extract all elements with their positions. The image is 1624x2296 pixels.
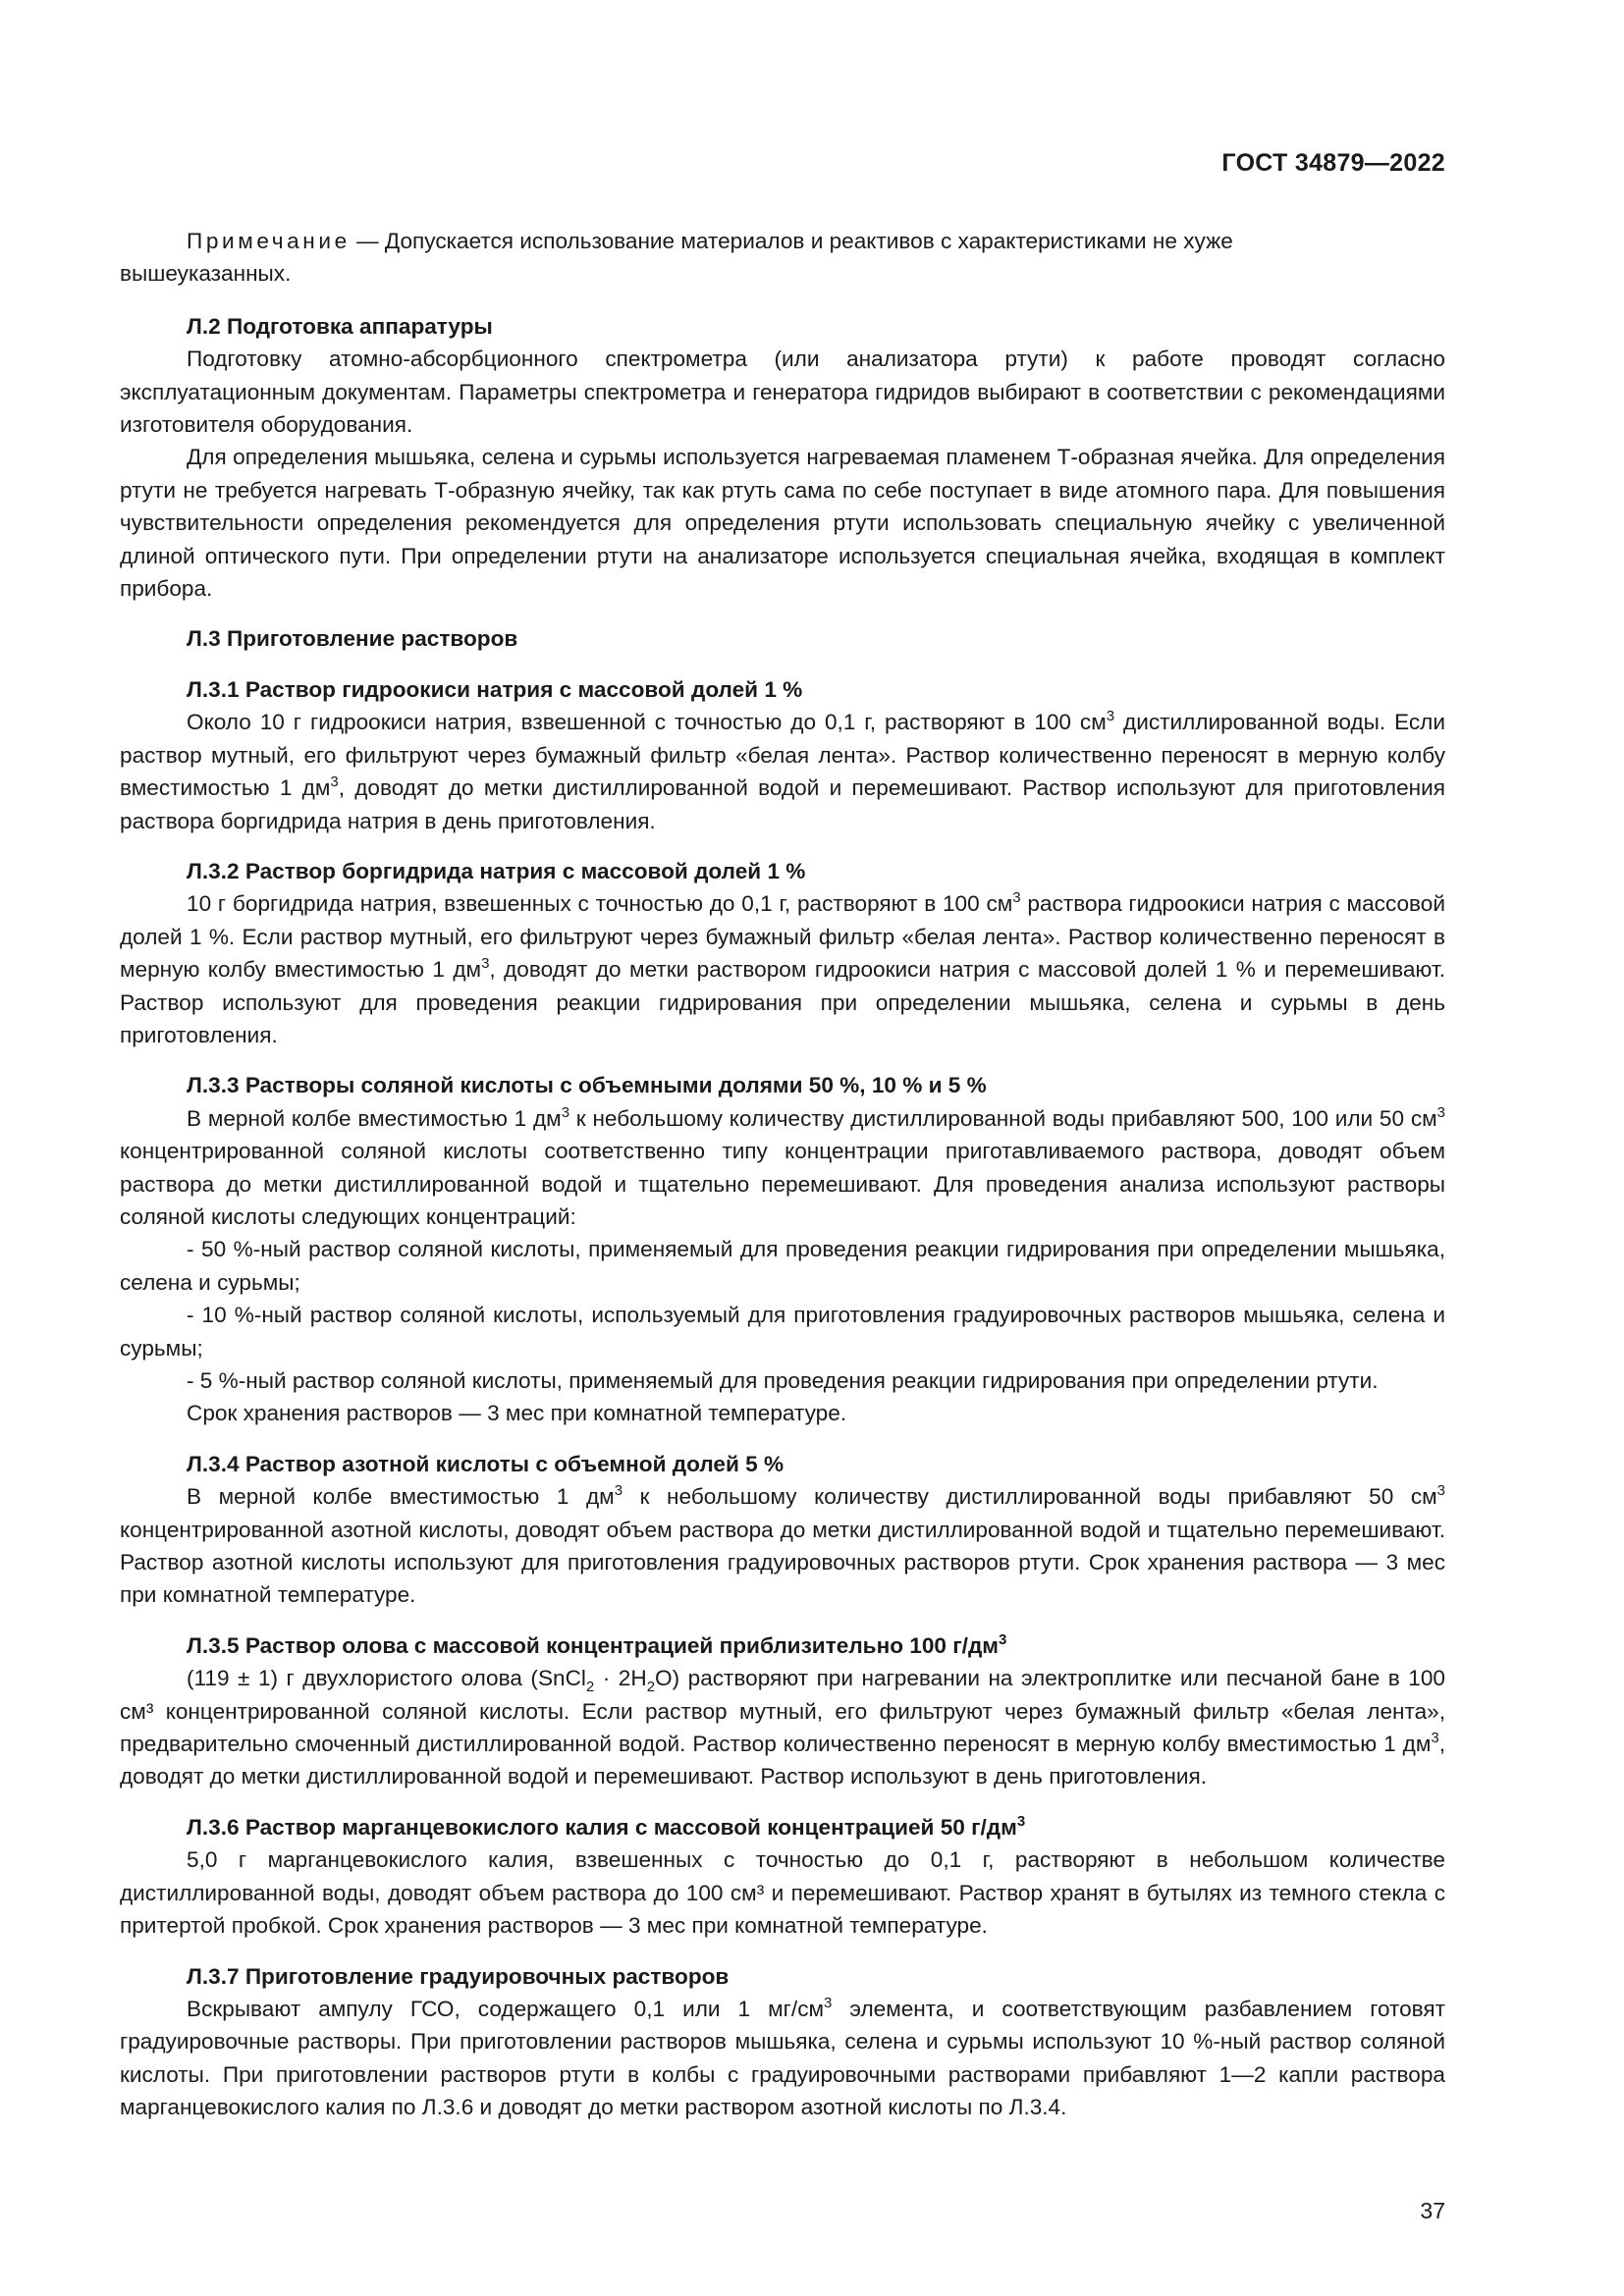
superscript: 3 <box>1012 889 1021 907</box>
list-item: - 10 %-ный раствор соляной кислоты, используемый для приготовления градуировочных растворов мышьяка, селена и сурьмы; <box>120 1303 1445 1361</box>
superscript: 3 <box>824 1994 833 2011</box>
section-title-l3-2: Л.3.2 Раствор боргидрида натрия с массовой долей 1 % <box>187 858 806 883</box>
text-run: Вскрывают ампулу ГСО, содержащего 0,1 или 1 мг/см <box>187 1996 825 2021</box>
paragraph <box>120 706 1445 837</box>
section-title-l3-6 <box>120 1811 1445 1843</box>
section-title-l3-3: Л.3.3 Растворы соляной кислоты с объемными долями 50 %, 10 % и 5 % <box>187 1073 987 1098</box>
superscript: 3 <box>330 774 339 791</box>
page-number: 37 <box>1420 2198 1445 2223</box>
superscript: 3 <box>614 1482 623 1500</box>
note-text: — Допускается использование материалов и реактивов с характеристиками не хуже <box>350 229 1233 253</box>
subscript: 2 <box>585 1679 595 1696</box>
text-run: · 2H <box>594 1666 647 1691</box>
text-run: дистиллированной воды. Если раствор мутный, его фильтруют через бумажный фильтр «белая лента». Раствор количественно переносят в мерную колбу вместимостью 1 дм <box>120 710 1445 801</box>
text-run: Л.3.5 Раствор олова с массовой концентрацией приблизительно 100 г/дм <box>187 1632 1000 1658</box>
superscript: 3 <box>481 955 490 973</box>
superscript: 3 <box>1016 1812 1026 1830</box>
note-paragraph <box>120 225 1445 257</box>
paragraph: Для определения мышьяка, селена и сурьмы используется нагреваемая пламенем Т-образная ячейка. Для определения ртути не требуется нагревать Т-образную ячейку, так как ртуть сама по себе поступает в виде атомного пара. Для повышения чувствительности определения рекомендуется для определения ртути использовать специальную ячейку с увеличенной длиной оптического пути. При определении ртути на анализаторе используется специальная ячейка, входящая в комплект прибора. <box>120 445 1445 602</box>
note-label: Примечание <box>187 229 351 253</box>
section-title-l2: Л.2 Подготовка аппаратуры <box>187 313 493 339</box>
paragraph <box>120 1993 1445 2124</box>
section-title-l3-5 <box>120 1629 1445 1662</box>
text-run: В мерной колбе вместимостью 1 дм <box>187 1105 562 1131</box>
paragraph <box>120 1662 1445 1793</box>
subscript: 2 <box>646 1679 656 1696</box>
text-run: к небольшому количеству дистиллированной воды прибавляют 500, 100 или 50 см <box>569 1105 1437 1131</box>
superscript: 3 <box>1436 1482 1445 1500</box>
text-run: , доводят до метки дистиллированной водой и перемешивают. Раствор используют в день приготовления. <box>120 1732 1445 1789</box>
superscript: 3 <box>999 1630 1007 1648</box>
text-run: 10 г боргидрида натрия, взвешенных с точностью до 0,1 г, растворяют в 100 см <box>187 891 1013 917</box>
text-run: к небольшому количеству дистиллированной воды прибавляют 50 см <box>623 1484 1437 1510</box>
superscript: 3 <box>1436 1103 1445 1121</box>
section-title-l3-7: Л.3.7 Приготовление градуировочных растворов <box>187 1963 730 1989</box>
text-run: O) растворяют при нагревании на электроплитке или песчаной бане в 100 см³ концентрированной соляной кислоты. Если раствор мутный, его фильтруют через бумажный фильтр «белая лента», предварительно смоченный дистиллированной водой. Раствор количественно переносят в мерную колбу вместимостью 1 дм <box>120 1666 1445 1757</box>
text-run: Около 10 г гидроокиси натрия, взвешенной с точностью до 0,1 г, растворяют в 100 см <box>187 710 1107 735</box>
text-run: Л.3.6 Раствор марганцевокислого калия с массовой концентрацией 50 г/дм <box>187 1814 1017 1840</box>
paragraph <box>120 1102 1445 1234</box>
section-title-l3-1: Л.3.1 Раствор гидроокиси натрия с массовой долей 1 % <box>187 676 803 702</box>
section-title-l3-4: Л.3.4 Раствор азотной кислоты с объемной долей 5 % <box>187 1451 785 1476</box>
list-item: - 5 %-ный раствор соляной кислоты, применяемый для проведения реакции гидрирования при определении ртути. <box>187 1368 1379 1393</box>
superscript: 3 <box>1106 708 1115 725</box>
text-run: концентрированной азотной кислоты, доводят объем раствора до метки дистиллированной водой и тщательно перемешивают. Раствор азотной кислоты используют для приготовления градуировочных растворов ртути. Срок хранения раствора — 3 мес при комнатной температуре. <box>120 1517 1445 1608</box>
paragraph: Срок хранения растворов — 3 мес при комнатной температуре. <box>187 1401 847 1426</box>
note-continuation: вышеуказанных. <box>120 261 292 287</box>
superscript: 3 <box>1431 1730 1439 1747</box>
superscript: 3 <box>561 1103 570 1121</box>
text-run: элемента, и соответствующим разбавлением готовят градуировочные растворы. При приготовлении растворов мышьяка, селена и сурьмы используют 10 %-ный раствор соляной кислоты. При приготовлении растворов ртути в колбы с градуировочными растворами прибавляют 1—2 капли раствора марганцевокислого калия по Л.3.6 и доводят до метки раствором азотной кислоты по Л.3.4. <box>120 1996 1445 2120</box>
text-run: раствора гидроокиси натрия с массовой долей 1 %. Если раствор мутный, его фильтруют через бумажный фильтр «белая лента». Раствор количественно переносят в мерную колбу вместимостью 1 дм <box>120 891 1445 983</box>
paragraph: 5,0 г марганцевокислого калия, взвешенных с точностью до 0,1 г, растворяют в небольшом количестве дистиллированной воды, доводят объем раствора до 100 см³ и перемешивают. Раствор хранят в бутылях из темного стекла с притертой пробкой. Срок хранения растворов — 3 мес при комнатной температуре. <box>120 1847 1445 1939</box>
paragraph <box>120 887 1445 1051</box>
list-item: - 50 %-ный раствор соляной кислоты, применяемый для проведения реакции гидрирования при определении мышьяка, селена и сурьмы; <box>120 1237 1445 1295</box>
document-id: ГОСТ 34879—2022 <box>1221 149 1445 177</box>
text-run: , доводят до метки раствором гидроокиси натрия с массовой долей 1 % и перемешивают. Раствор используют для проведения реакции гидрирования при определении мышьяка, селена и сурьмы в день приготовления. <box>120 957 1445 1047</box>
text-run: концентрированной соляной кислоты соответственно типу концентрации приготавливаемого раствора, доводят объем раствора до метки дистиллированной водой и тщательно перемешивают. Для проведения анализа используют растворы соляной кислоты следующих концентраций: <box>120 1139 1445 1229</box>
text-run: , доводят до метки дистиллированной водой и перемешивают. Раствор используют для приготовления раствора боргидрида натрия в день приготовления. <box>120 775 1445 833</box>
section-title-l3: Л.3 Приготовление растворов <box>187 626 518 652</box>
page-content <box>120 225 1445 2124</box>
paragraph: Подготовку атомно-абсорбционного спектрометра (или анализатора ртути) к работе проводят согласно эксплуатационным документам. Параметры спектрометра и генератора гидридов выбирают в соответствии с рекомендациями изготовителя оборудования. <box>120 347 1445 438</box>
paragraph <box>120 1480 1445 1612</box>
text-run: В мерной колбе вместимостью 1 дм <box>187 1484 615 1510</box>
text-run: (119 ± 1) г двухлористого олова (SnCl <box>187 1666 586 1691</box>
